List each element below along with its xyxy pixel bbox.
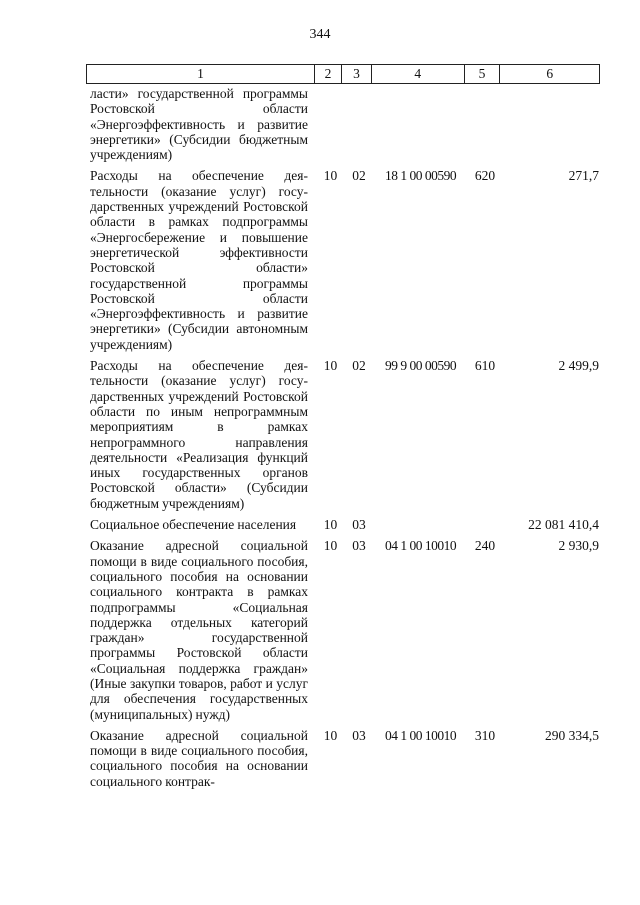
row-subsection-code: 02 [352,168,366,184]
row-description: Оказание адресной социальной помощи в виде социального пособия, социального пособия на основании социального контракта в рамках подпрограммы «Социальная поддержка отдельных категорий граждан» государственной программы Ростовской области «Социальная поддержка граждан» (Иные закупки товаров, работ и услуг для обеспечения государственных (муниципальных) нужд) [90,538,308,722]
row-description: Расходы на обеспечение деятельности (оказание услуг) государственных учреждений Ростовской области в рамках подпрограммы «Энергосбережение и повышение энергетической эффективности Ростовской области» государственной программы Ростовской области «Энергоэффективность и развитие энергетики» (Субсидии автономным учреждениям) [90,168,308,352]
column-header-6: 6 [546,66,554,81]
table-column-header-row [86,64,600,84]
row-amount: 22 081 410,4 [528,517,599,533]
budget-table-body [86,86,600,795]
row-description: Оказание адресной социальной помощи в виде социального пособия, социального пособия на основании социального контрак- [90,727,308,789]
column-header-4: 4 [372,65,465,83]
table-row [86,728,600,789]
column-header-3: 3 [342,65,372,83]
row-description: Расходы на обеспечение деятельности (оказание услуг) государственных учреждений Ростовской области по иным непрограммным мероприятиям в рамках непрограммного направления деятельности «Реализация функций иных государственных органов Ростовской области» (Субсидии бюджетным учреждениям) [90,358,308,511]
row-description: Социальное обеспечение населения [90,517,297,533]
row-subsection-code: 03 [352,538,366,554]
table-row [86,538,600,722]
table-row [86,86,600,162]
row-amount: 2 930,9 [558,538,599,554]
row-section-code: 10 [323,538,338,554]
row-section-code: 10 [323,517,338,533]
row-expense-type-code: 240 [474,538,496,554]
row-amount: 2 499,9 [558,358,599,374]
row-section-code: 10 [323,727,338,743]
row-section-code: 10 [323,358,338,374]
row-subsection-code: 03 [352,727,366,743]
table-row [86,168,600,352]
row-target-article-code: 99 9 00 00590 [384,358,457,374]
table-row [86,358,600,511]
column-header-5: 5 [465,65,501,83]
row-expense-type-code: 310 [474,727,496,743]
row-target-article-code: 04 1 00 10010 [384,538,457,554]
row-amount: 290 334,5 [545,727,599,743]
row-target-article-code: 18 1 00 00590 [384,168,457,184]
row-description: ласти» государственной программы Ростовской области «Энергоэффективность и развитие энергетики» (Субсидии бюджетным учреждениям) [90,86,308,163]
row-target-article-code: 04 1 00 10010 [384,727,457,743]
row-section-code: 10 [323,168,338,184]
column-header-2: 2 [315,65,342,83]
row-amount: 271,7 [568,168,599,184]
column-header-1: 1 [87,65,315,83]
page-number: 344 [309,27,331,42]
row-subsection-code: 02 [352,358,366,374]
table-row [86,517,600,532]
row-subsection-code: 03 [352,517,366,533]
row-expense-type-code: 620 [474,168,496,184]
row-expense-type-code: 610 [474,358,496,374]
